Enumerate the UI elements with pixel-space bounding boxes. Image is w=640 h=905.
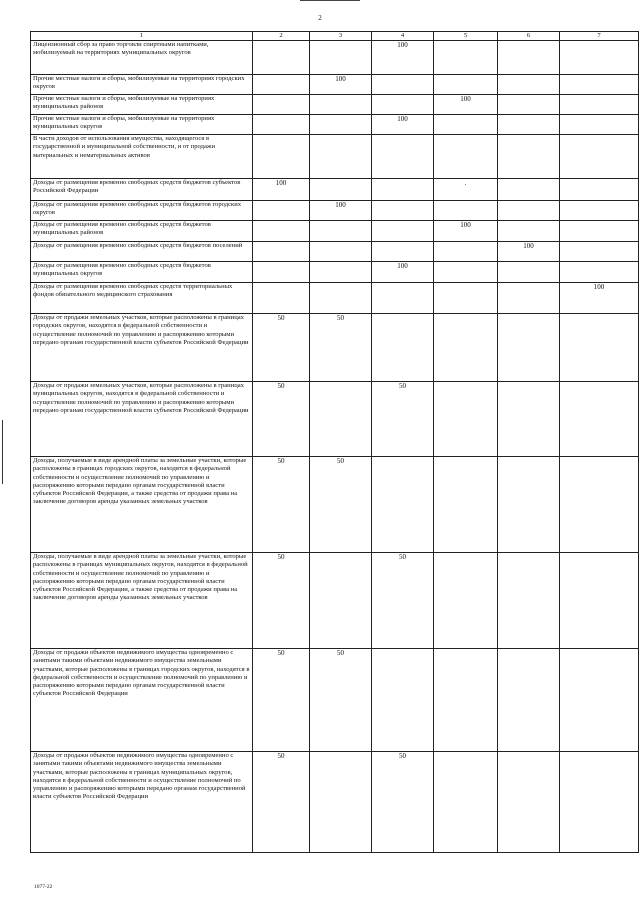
value-cell [560, 242, 639, 262]
value-cell [253, 242, 310, 262]
value-cell: . [434, 179, 498, 201]
value-cell [560, 95, 639, 115]
value-cell [560, 75, 639, 95]
value-cell: 100 [434, 95, 498, 115]
table-row [31, 262, 639, 283]
value-cell: 100 [310, 75, 372, 95]
value-cell [434, 382, 498, 457]
header-cell: 3 [310, 32, 372, 41]
value-cell: 50 [372, 752, 434, 853]
value-cell [498, 752, 560, 853]
value-cell [560, 553, 639, 649]
header-cell: 5 [434, 32, 498, 41]
row-description: Доходы от размещения временно свободных средств бюджетов субъектов Российской Федерации [31, 179, 253, 201]
value-cell: 100 [434, 221, 498, 242]
value-cell [253, 201, 310, 221]
value-cell [498, 649, 560, 752]
value-cell [310, 752, 372, 853]
value-cell [372, 242, 434, 262]
value-cell [310, 41, 372, 75]
table-row [31, 221, 639, 242]
value-cell: 100 [372, 115, 434, 135]
value-cell [434, 262, 498, 283]
value-cell [434, 457, 498, 553]
value-cell [498, 115, 560, 135]
table-row [31, 752, 639, 853]
value-cell [253, 95, 310, 115]
value-cell [310, 179, 372, 201]
row-description: Прочие местные налоги и сборы, мобилизуемые на территориях муниципальных округов [31, 115, 253, 135]
value-cell [253, 135, 310, 179]
value-cell [434, 314, 498, 382]
table-row [31, 75, 639, 95]
value-cell [560, 457, 639, 553]
row-description: Доходы от продажи земельных участков, которые расположены в границах городских округов, находятся в федеральной собственности и осуществление полномочий по управлению и распоряжению которыми передано органам государственной власти субъектов Российской Федерации [31, 314, 253, 382]
table-row [31, 283, 639, 314]
value-cell: 50 [253, 649, 310, 752]
value-cell: 100 [310, 201, 372, 221]
value-cell: 50 [372, 553, 434, 649]
row-description: Доходы от размещения временно свободных средств территориальных фондов обязательного медицинского страхования [31, 283, 253, 314]
row-description: Доходы, получаемые в виде арендной платы за земельные участки, которые расположены в границах муниципальных округов, находятся в федеральной собственности и осуществление полномочий по управлению и распоряжению которыми передано органам государственной власти субъектов Российской Федерации, а также средства от продажи права на заключение договоров аренды указанных земельных участков [31, 553, 253, 649]
value-cell [498, 221, 560, 242]
header-cell: 1 [31, 32, 253, 41]
value-cell [434, 283, 498, 314]
value-cell [498, 135, 560, 179]
value-cell [372, 95, 434, 115]
row-description: Прочие местные налоги и сборы, мобилизуемые на территориях муниципальных районов [31, 95, 253, 115]
value-cell [372, 457, 434, 553]
row-description: Доходы от размещения временно свободных средств бюджетов поселений [31, 242, 253, 262]
table-row [31, 135, 639, 179]
value-cell [372, 314, 434, 382]
value-cell [560, 649, 639, 752]
row-description: Доходы от размещения временно свободных средств бюджетов городских округов [31, 201, 253, 221]
header-cell: 7 [560, 32, 639, 41]
value-cell [498, 95, 560, 115]
value-cell [372, 283, 434, 314]
revenue-distribution-table [30, 31, 639, 853]
value-cell [253, 262, 310, 283]
value-cell: 50 [253, 752, 310, 853]
value-cell: 50 [310, 649, 372, 752]
value-cell [434, 135, 498, 179]
value-cell [498, 41, 560, 75]
value-cell [310, 283, 372, 314]
header-cell: 6 [498, 32, 560, 41]
value-cell [372, 201, 434, 221]
value-cell [498, 457, 560, 553]
value-cell [498, 179, 560, 201]
value-cell: 50 [253, 457, 310, 553]
value-cell [310, 262, 372, 283]
value-cell [310, 382, 372, 457]
value-cell [560, 752, 639, 853]
value-cell [498, 314, 560, 382]
value-cell [560, 41, 639, 75]
value-cell [560, 179, 639, 201]
value-cell [253, 283, 310, 314]
value-cell [498, 201, 560, 221]
value-cell [560, 201, 639, 221]
value-cell: 50 [310, 314, 372, 382]
value-cell [498, 75, 560, 95]
table-row [31, 553, 639, 649]
row-description: Прочие местные налоги и сборы, мобилизуемые на территориях городских округов [31, 75, 253, 95]
value-cell [434, 649, 498, 752]
value-cell: 100 [560, 283, 639, 314]
value-cell: 50 [310, 457, 372, 553]
value-cell: 50 [253, 382, 310, 457]
table-row [31, 201, 639, 221]
value-cell [253, 75, 310, 95]
value-cell [560, 221, 639, 242]
value-cell [434, 752, 498, 853]
row-description: Доходы от размещения временно свободных средств бюджетов муниципальных округов [31, 262, 253, 283]
value-cell [434, 201, 498, 221]
header-cell: 4 [372, 32, 434, 41]
value-cell: 100 [372, 41, 434, 75]
top-rule [300, 0, 360, 1]
value-cell [560, 135, 639, 179]
value-cell [372, 179, 434, 201]
value-cell [434, 553, 498, 649]
table-row [31, 179, 639, 201]
value-cell [498, 283, 560, 314]
binding-mark [2, 420, 3, 484]
value-cell [310, 553, 372, 649]
value-cell [310, 242, 372, 262]
value-cell [434, 41, 498, 75]
value-cell [310, 221, 372, 242]
page-number: 2 [318, 14, 322, 22]
table-row [31, 457, 639, 553]
value-cell: 100 [372, 262, 434, 283]
document-code: 1077-22 [34, 884, 53, 890]
table-row [31, 314, 639, 382]
table-row [31, 649, 639, 752]
value-cell: 50 [372, 382, 434, 457]
value-cell [372, 75, 434, 95]
value-cell [310, 115, 372, 135]
row-description: Доходы от размещения временно свободных средств бюджетов муниципальных районов [31, 221, 253, 242]
value-cell [498, 262, 560, 283]
table-row [31, 242, 639, 262]
row-description: Доходы, получаемые в виде арендной платы за земельные участки, которые расположены в границах городских округов, находятся в федеральной собственности и осуществление полномочий по управлению и распоряжению которыми передано органам государственной власти субъектов Российской Федерации, а также средства от продажи права на заключение договоров аренды указанных земельных участков [31, 457, 253, 553]
value-cell [253, 221, 310, 242]
value-cell [498, 382, 560, 457]
value-cell [560, 382, 639, 457]
value-cell [498, 553, 560, 649]
value-cell [560, 262, 639, 283]
table-row [31, 382, 639, 457]
value-cell: 100 [253, 179, 310, 201]
value-cell: 50 [253, 553, 310, 649]
row-description: В части доходов от использования имущества, находящегося в государственной и муниципальной собственности, и от продажи материальных и нематериальных активов [31, 135, 253, 179]
value-cell [372, 135, 434, 179]
value-cell [253, 41, 310, 75]
row-description: Лицензионный сбор за право торговли спиртными напитками, мобилизуемый на территориях муниципальных округов [31, 41, 253, 75]
header-row [31, 32, 639, 41]
row-description: Доходы от продажи объектов недвижимого имущества одновременно с занятыми такими объектами недвижимого имущества земельными участками, которые расположены в границах городских округов, находятся в федеральной собственности и осуществление полномочий по управлению и распоряжению которыми передано органам государственной власти субъектов Российской Федерации [31, 649, 253, 752]
row-description: Доходы от продажи земельных участков, которые расположены в границах муниципальных округов, находятся в федеральной собственности и осуществление полномочий по управлению и распоряжению которыми передано органам государственной власти субъектов Российской Федерации [31, 382, 253, 457]
value-cell [560, 314, 639, 382]
table-row [31, 41, 639, 75]
value-cell [560, 115, 639, 135]
value-cell [372, 649, 434, 752]
value-cell [434, 75, 498, 95]
value-cell [434, 115, 498, 135]
value-cell [310, 95, 372, 115]
table-row [31, 95, 639, 115]
value-cell [434, 242, 498, 262]
header-cell: 2 [253, 32, 310, 41]
row-description: Доходы от продажи объектов недвижимого имущества одновременно с занятыми такими объектами недвижимого имущества земельными участками, которые расположены в границах муниципальных округов, находятся в федеральной собственности и осуществление полномочий по управлению и распоряжению которыми передано органам государственной власти субъектов Российской Федерации [31, 752, 253, 853]
table-row [31, 115, 639, 135]
value-cell: 100 [498, 242, 560, 262]
value-cell [310, 135, 372, 179]
value-cell [372, 221, 434, 242]
value-cell [253, 115, 310, 135]
value-cell: 50 [253, 314, 310, 382]
